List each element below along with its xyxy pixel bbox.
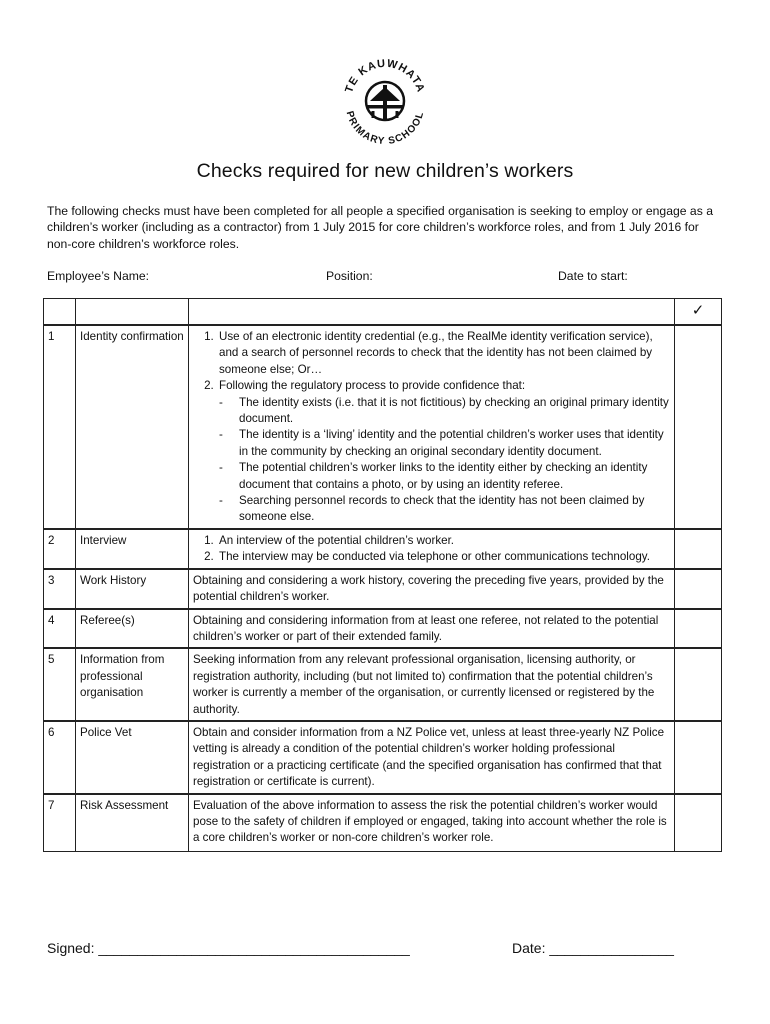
check-steps [193,329,672,395]
table-row [44,721,722,794]
table-row [44,609,722,649]
list-item: - The identity is a ‘living’ identity and the potential children’s worker uses that identity in the community by checking an original secondary identity document. [219,427,672,460]
employee-name-label: Employee’s Name: [47,269,150,283]
check-name: Work History [80,573,147,587]
table-header-row [44,299,722,326]
list-item: 1. Use of an electronic identity credential (e.g., the RealMe identity verification service), and a search of personnel records to check that the identity has not been claimed by someone else; Or… [217,329,672,378]
signed-line[interactable]: Signed: ________________________________________ [47,940,410,956]
table-row [44,325,722,529]
check-name: Risk Assessment [80,798,169,812]
list-item [217,378,672,394]
intro-paragraph: The following checks must have been completed for all people a specified organisation is seeking to employ or engage as a children’s worker (including as a contractor) from 1 July 2015 for core children’s workforce roles, and from 1 July 2016 for non-core children’s workforce roles. [47,204,713,251]
header-cell [44,299,76,326]
checkbox-cell[interactable] [675,721,722,794]
check-name: Interview [80,533,127,547]
table-row [44,794,722,852]
checkbox-cell[interactable] [675,648,722,721]
row-number: 6 [48,725,55,739]
table-row [44,529,722,569]
checkmark-icon: ✓ [675,299,722,326]
check-name: Police Vet [80,725,132,739]
row-number: 4 [48,613,55,627]
check-name: Identity confirmation [80,330,184,343]
date-to-start-label: Date to start: [558,269,628,283]
list-item: - The identity exists (i.e. that it is not fictitious) by checking an original primary identity document. [219,395,672,428]
check-description: Obtaining and considering a work history, covering the preceding five years, provided by the potential children’s worker. [189,569,675,609]
row-number: 5 [48,653,55,667]
header-cell [189,299,675,326]
date-line[interactable]: Date: ________________ [512,940,674,956]
row-number: 1 [48,330,55,343]
check-description: Obtain and consider information from a NZ Police vet, unless at least three-yearly NZ Police vetting is already a condition of the potential children’s worker holding professional registration or a practicing certificate (and the specified organisation has confirmed that that registration or certificate is current). [189,721,675,794]
list-item: - The potential children’s worker links to the identity either by checking an identity document that contains a photo, or by using an identity referee. [219,460,672,493]
check-name: Information from professional organisation [80,653,165,700]
school-crest-logo [337,55,433,151]
row-number: 3 [48,573,55,587]
check-description: Obtaining and considering information from at least one referee, not related to the potential children’s worker or part of their extended family. [189,609,675,649]
list-item: 2. The interview may be conducted via telephone or other communications technology. [217,549,672,565]
table-row [44,569,722,609]
svg-text:PRIMARY SCHOOL: PRIMARY SCHOOL [343,109,427,148]
checkbox-cell[interactable] [675,325,722,529]
list-item-text: Following the regulatory process to provide confidence that: [219,379,526,393]
list-item: - Searching personnel records to check that the identity has not been claimed by someone else. [219,493,672,526]
check-description: Evaluation of the above information to assess the risk the potential children’s worker would pose to the safety of children if employed or engaged, taking into account whether the role is a core children’s worker or non-core children’s worker role. [189,794,675,852]
page-title: Checks required for new children’s workers [196,160,574,182]
list-item: 1. An interview of the potential children’s worker. [217,533,672,549]
check-description: Seeking information from any relevant professional organisation, licensing authority, or registration authority, including (but not limited to) confirmation that the potential children’s worker is currently a member of the organisation, or currently licensed or registered by the authority. [189,648,675,721]
sub-bullets [193,395,672,526]
checkbox-cell[interactable] [675,609,722,649]
row-number: 7 [48,798,55,812]
checks-table [43,298,722,852]
check-name: Referee(s) [80,613,135,627]
header-cell [76,299,189,326]
checkbox-cell[interactable] [675,529,722,569]
svg-text:TE KAUWHATA: TE KAUWHATA [343,57,427,95]
checkbox-cell[interactable] [675,794,722,852]
row-number: 2 [48,533,55,547]
checkbox-cell[interactable] [675,569,722,609]
table-row [44,648,722,721]
check-steps [193,533,672,566]
position-label: Position: [326,269,373,283]
